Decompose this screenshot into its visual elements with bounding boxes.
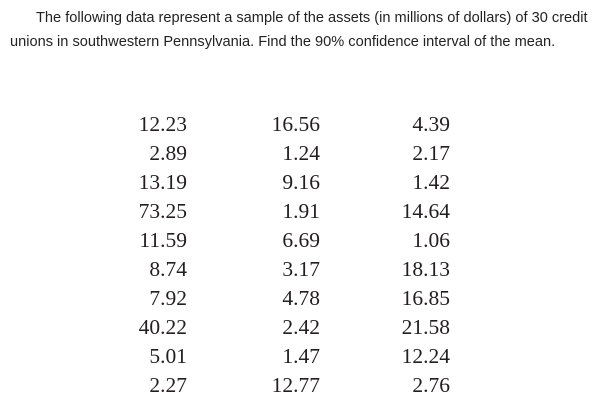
data-value: 7.92 — [149, 286, 187, 310]
data-value: 12.77 — [271, 373, 320, 397]
data-value: 73.25 — [138, 199, 187, 223]
data-value: 21.58 — [401, 315, 450, 339]
data-value: 2.42 — [282, 315, 320, 339]
data-value: 1.42 — [412, 170, 450, 194]
data-value: 16.56 — [271, 112, 320, 136]
data-column-3 — [363, 110, 450, 400]
data-value: 1.06 — [412, 228, 450, 252]
assets-data-table — [0, 110, 607, 402]
data-value: 12.24 — [401, 344, 450, 368]
data-value: 2.76 — [412, 373, 450, 397]
data-value: 4.78 — [282, 286, 320, 310]
data-value: 40.22 — [138, 315, 187, 339]
data-value: 2.89 — [149, 141, 187, 165]
data-value: 6.69 — [282, 228, 320, 252]
data-value: 11.59 — [139, 228, 187, 252]
question-text: The following data represent a sample of the assets (in millions of dollars) of 30 credit unions in southwestern Pennsylvania. Find the 90% confidence interval of the mean. — [10, 10, 588, 50]
data-value: 2.17 — [412, 141, 450, 165]
data-value: 14.64 — [401, 199, 450, 223]
data-value: 3.17 — [282, 257, 320, 281]
data-value: 2.27 — [149, 373, 187, 397]
data-value: 12.23 — [138, 112, 187, 136]
data-value: 13.19 — [138, 170, 187, 194]
data-value: 5.01 — [149, 344, 187, 368]
data-value: 1.91 — [282, 199, 320, 223]
data-value: 1.24 — [282, 141, 320, 165]
data-value: 18.13 — [401, 257, 450, 281]
data-value: 9.16 — [282, 170, 320, 194]
data-value: 16.85 — [401, 286, 450, 310]
data-column-2 — [233, 110, 320, 400]
data-column-1 — [100, 110, 187, 400]
data-value: 4.39 — [412, 112, 450, 136]
data-value: 1.47 — [282, 344, 320, 368]
data-value: 8.74 — [149, 257, 187, 281]
